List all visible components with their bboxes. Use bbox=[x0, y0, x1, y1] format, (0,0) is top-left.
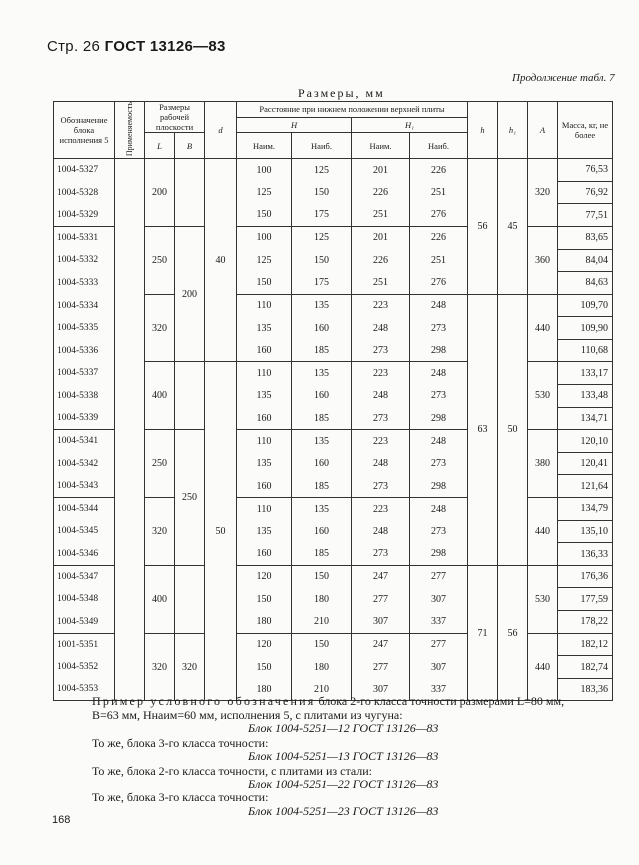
cell-mass: 133,17 bbox=[558, 362, 613, 385]
cell-h-min: 150 bbox=[237, 272, 292, 295]
cell-h1-min: 251 bbox=[352, 272, 410, 295]
cell-A: 530 bbox=[528, 565, 558, 633]
cell-d: 50 bbox=[205, 362, 237, 701]
page-header bbox=[47, 38, 226, 55]
cell-h-min: 100 bbox=[237, 226, 292, 249]
cell-B: 200 bbox=[175, 226, 205, 362]
cell-mass: 183,36 bbox=[558, 678, 613, 701]
cell-h-max: 185 bbox=[292, 407, 352, 430]
cell-h-min: 110 bbox=[237, 430, 292, 453]
designation-2: Блок 1004-5251—13 ГОСТ 13126—83 bbox=[248, 749, 439, 763]
cell-h-min: 135 bbox=[237, 317, 292, 340]
cell-mass: 84,04 bbox=[558, 249, 613, 272]
cell-h1-max: 248 bbox=[410, 498, 468, 521]
cell-L: 320 bbox=[145, 498, 175, 566]
cell-h-min: 150 bbox=[237, 588, 292, 611]
cell-h1-min: 226 bbox=[352, 249, 410, 272]
row-code: 1004-5335 bbox=[54, 317, 115, 340]
row-code: 1004-5334 bbox=[54, 294, 115, 317]
cell-mass: 120,10 bbox=[558, 430, 613, 453]
cell-h1-min: 251 bbox=[352, 204, 410, 227]
cell-h-max: 175 bbox=[292, 272, 352, 295]
cell-h1-min: 226 bbox=[352, 181, 410, 204]
cell-h-max: 150 bbox=[292, 633, 352, 656]
cell-h-min: 110 bbox=[237, 498, 292, 521]
cell-L: 400 bbox=[145, 362, 175, 430]
row-code: 1004-5347 bbox=[54, 565, 115, 588]
cell-h-min: 160 bbox=[237, 543, 292, 566]
row-code: 1004-5345 bbox=[54, 520, 115, 543]
cell-L: 320 bbox=[145, 633, 175, 701]
cell-h1-min: 248 bbox=[352, 452, 410, 475]
row-code: 1001-5351 bbox=[54, 633, 115, 656]
cell-A: 380 bbox=[528, 430, 558, 498]
example-line2: B=63 мм, Hнаим=60 мм, исполнения 5, с плитами из чугуна: bbox=[92, 708, 403, 722]
row-code: 1004-5352 bbox=[54, 656, 115, 679]
cell-h1-max: 251 bbox=[410, 249, 468, 272]
cell-h1-min: 273 bbox=[352, 339, 410, 362]
cell-mass: 136,33 bbox=[558, 543, 613, 566]
cell-h-max: 135 bbox=[292, 430, 352, 453]
cell-mass: 178,22 bbox=[558, 611, 613, 634]
cell-B bbox=[175, 159, 205, 227]
col-A: A bbox=[528, 102, 558, 159]
cell-h1-max: 273 bbox=[410, 520, 468, 543]
cell-h-max: 135 bbox=[292, 294, 352, 317]
cell-h-max: 150 bbox=[292, 249, 352, 272]
cell-L: 320 bbox=[145, 294, 175, 362]
cell-L: 250 bbox=[145, 430, 175, 498]
cell-h1-max: 298 bbox=[410, 475, 468, 498]
cell-h1-min: 307 bbox=[352, 611, 410, 634]
cell-A: 360 bbox=[528, 226, 558, 294]
cell-h-max: 160 bbox=[292, 385, 352, 408]
cell-h1-max: 226 bbox=[410, 159, 468, 182]
cell-h1-min: 223 bbox=[352, 498, 410, 521]
row-code: 1004-5343 bbox=[54, 475, 115, 498]
standard-title: ГОСТ 13126—83 bbox=[104, 38, 226, 55]
cell-mass: 134,79 bbox=[558, 498, 613, 521]
example-line4: То же, блока 2-го класса точности, с плитами из стали: bbox=[92, 764, 373, 778]
cell-h1-min: 277 bbox=[352, 588, 410, 611]
cell-mass: 77,51 bbox=[558, 204, 613, 227]
row-code: 1004-5331 bbox=[54, 226, 115, 249]
cell-h-min: 135 bbox=[237, 520, 292, 543]
applicability-cell bbox=[115, 159, 145, 701]
row-code: 1004-5327 bbox=[54, 159, 115, 182]
cell-h-max: 135 bbox=[292, 498, 352, 521]
row-code: 1004-5329 bbox=[54, 204, 115, 227]
cell-h-min: 125 bbox=[237, 181, 292, 204]
cell-h: 63 bbox=[468, 294, 498, 565]
cell-mass: 76,53 bbox=[558, 159, 613, 182]
cell-h-min: 110 bbox=[237, 294, 292, 317]
row-code: 1004-5346 bbox=[54, 543, 115, 566]
col-H1-min: Наим. bbox=[352, 133, 410, 159]
cell-h1-max: 251 bbox=[410, 181, 468, 204]
cell-h1-max: 337 bbox=[410, 678, 468, 701]
cell-A: 320 bbox=[528, 159, 558, 227]
col-mass: Масса, кг, не более bbox=[558, 102, 613, 159]
cell-h1-max: 298 bbox=[410, 407, 468, 430]
row-code: 1004-5342 bbox=[54, 452, 115, 475]
cell-h-min: 135 bbox=[237, 385, 292, 408]
col-designation: Обозначение блока исполнения 5 bbox=[54, 102, 115, 159]
cell-h-max: 160 bbox=[292, 520, 352, 543]
cell-mass: 182,12 bbox=[558, 633, 613, 656]
cell-h1-max: 337 bbox=[410, 611, 468, 634]
cell-h1-min: 247 bbox=[352, 633, 410, 656]
col-H-max: Наиб. bbox=[292, 133, 352, 159]
cell-B: 320 bbox=[175, 633, 205, 701]
cell-mass: 135,10 bbox=[558, 520, 613, 543]
cell-B: 250 bbox=[175, 430, 205, 566]
row-code: 1004-5339 bbox=[54, 407, 115, 430]
cell-h1-min: 273 bbox=[352, 407, 410, 430]
col-B: B bbox=[175, 133, 205, 159]
dimensions-table bbox=[53, 101, 613, 701]
cell-h-max: 150 bbox=[292, 181, 352, 204]
cell-h1-min: 307 bbox=[352, 678, 410, 701]
row-code: 1004-5353 bbox=[54, 678, 115, 701]
page-prefix: Стр. 26 bbox=[47, 38, 101, 55]
cell-mass: 120,41 bbox=[558, 452, 613, 475]
cell-h1-max: 307 bbox=[410, 588, 468, 611]
cell-h-min: 160 bbox=[237, 475, 292, 498]
cell-h1-min: 273 bbox=[352, 543, 410, 566]
cell-A: 530 bbox=[528, 362, 558, 430]
cell-mass: 133,48 bbox=[558, 385, 613, 408]
col-applicability: Применяемость bbox=[115, 102, 145, 159]
cell-L: 200 bbox=[145, 159, 175, 227]
col-d: d bbox=[205, 102, 237, 159]
table-row bbox=[54, 159, 613, 182]
designation-3: Блок 1004-5251—22 ГОСТ 13126—83 bbox=[248, 777, 439, 791]
example-intro bbox=[92, 694, 564, 709]
cell-h1-max: 273 bbox=[410, 452, 468, 475]
cell-h1-max: 248 bbox=[410, 430, 468, 453]
col-h1: h₁ bbox=[498, 102, 528, 159]
cell-h-max: 210 bbox=[292, 678, 352, 701]
col-L: L bbox=[145, 133, 175, 159]
cell-h-min: 120 bbox=[237, 565, 292, 588]
row-code: 1004-5338 bbox=[54, 385, 115, 408]
cell-h1: 56 bbox=[498, 565, 528, 701]
cell-h1-min: 223 bbox=[352, 362, 410, 385]
cell-mass: 176,36 bbox=[558, 565, 613, 588]
cell-mass: 109,90 bbox=[558, 317, 613, 340]
cell-h1-max: 226 bbox=[410, 226, 468, 249]
cell-mass: 83,65 bbox=[558, 226, 613, 249]
cell-h1-max: 276 bbox=[410, 204, 468, 227]
cell-h-max: 185 bbox=[292, 475, 352, 498]
cell-h1-max: 276 bbox=[410, 272, 468, 295]
cell-h1-min: 201 bbox=[352, 159, 410, 182]
cell-h1-max: 273 bbox=[410, 317, 468, 340]
cell-h1-max: 277 bbox=[410, 633, 468, 656]
cell-h1-max: 298 bbox=[410, 339, 468, 362]
cell-h-max: 160 bbox=[292, 452, 352, 475]
cell-h1-max: 307 bbox=[410, 656, 468, 679]
cell-h-min: 125 bbox=[237, 249, 292, 272]
cell-B bbox=[175, 362, 205, 430]
cell-h-min: 135 bbox=[237, 452, 292, 475]
cell-h1-max: 248 bbox=[410, 294, 468, 317]
cell-h-max: 180 bbox=[292, 588, 352, 611]
example-line3: То же, блока 3-го класса точности: bbox=[92, 736, 269, 750]
cell-h1-min: 273 bbox=[352, 475, 410, 498]
cell-B bbox=[175, 565, 205, 633]
cell-h-min: 100 bbox=[237, 159, 292, 182]
row-code: 1004-5349 bbox=[54, 611, 115, 634]
cell-h-min: 120 bbox=[237, 633, 292, 656]
cell-h1: 50 bbox=[498, 294, 528, 565]
cell-h-min: 180 bbox=[237, 611, 292, 634]
row-code: 1004-5336 bbox=[54, 339, 115, 362]
cell-h1-min: 247 bbox=[352, 565, 410, 588]
cell-A: 440 bbox=[528, 294, 558, 362]
col-work-surface: Размеры рабочей плоскости bbox=[145, 102, 205, 133]
col-H: H bbox=[237, 117, 352, 133]
cell-h-max: 150 bbox=[292, 565, 352, 588]
cell-h-min: 110 bbox=[237, 362, 292, 385]
cell-h1-min: 277 bbox=[352, 656, 410, 679]
cell-mass: 121,64 bbox=[558, 475, 613, 498]
example-spaced: Пример условного обозначения bbox=[92, 694, 316, 708]
cell-h1-min: 248 bbox=[352, 385, 410, 408]
col-H-min: Наим. bbox=[237, 133, 292, 159]
col-H1-max: Наиб. bbox=[410, 133, 468, 159]
cell-h-min: 160 bbox=[237, 407, 292, 430]
cell-h-max: 185 bbox=[292, 339, 352, 362]
cell-h-min: 180 bbox=[237, 678, 292, 701]
cell-h-max: 175 bbox=[292, 204, 352, 227]
cell-h1-max: 248 bbox=[410, 362, 468, 385]
row-code: 1004-5332 bbox=[54, 249, 115, 272]
cell-h-max: 135 bbox=[292, 362, 352, 385]
cell-mass: 134,71 bbox=[558, 407, 613, 430]
row-code: 1004-5348 bbox=[54, 588, 115, 611]
row-code: 1004-5337 bbox=[54, 362, 115, 385]
cell-h1-min: 248 bbox=[352, 520, 410, 543]
cell-h-max: 180 bbox=[292, 656, 352, 679]
col-H1: H₁ bbox=[352, 117, 468, 133]
designation-1: Блок 1004-5251—12 ГОСТ 13126—83 bbox=[248, 721, 439, 735]
cell-h1-min: 248 bbox=[352, 317, 410, 340]
row-code: 1004-5328 bbox=[54, 181, 115, 204]
cell-h-min: 160 bbox=[237, 339, 292, 362]
cell-h-max: 125 bbox=[292, 159, 352, 182]
row-code: 1004-5344 bbox=[54, 498, 115, 521]
cell-h1-min: 201 bbox=[352, 226, 410, 249]
cell-A: 440 bbox=[528, 633, 558, 701]
cell-h-min: 150 bbox=[237, 204, 292, 227]
cell-d: 40 bbox=[205, 159, 237, 362]
row-code: 1004-5341 bbox=[54, 430, 115, 453]
cell-mass: 110,68 bbox=[558, 339, 613, 362]
cell-mass: 109,70 bbox=[558, 294, 613, 317]
cell-h-max: 185 bbox=[292, 543, 352, 566]
cell-h1-min: 223 bbox=[352, 294, 410, 317]
cell-mass: 177,59 bbox=[558, 588, 613, 611]
cell-h1-max: 277 bbox=[410, 565, 468, 588]
row-code: 1004-5333 bbox=[54, 272, 115, 295]
col-h: h bbox=[468, 102, 498, 159]
cell-h-min: 150 bbox=[237, 656, 292, 679]
cell-h-max: 210 bbox=[292, 611, 352, 634]
designation-4: Блок 1004-5251—23 ГОСТ 13126—83 bbox=[248, 804, 439, 818]
cell-mass: 76,92 bbox=[558, 181, 613, 204]
dimensions-label: Размеры, мм bbox=[298, 86, 385, 100]
cell-h-max: 160 bbox=[292, 317, 352, 340]
cell-h: 56 bbox=[468, 159, 498, 295]
cell-mass: 182,74 bbox=[558, 656, 613, 679]
cell-L: 400 bbox=[145, 565, 175, 633]
continuation-note: Продолжение табл. 7 bbox=[512, 72, 615, 84]
cell-h-max: 125 bbox=[292, 226, 352, 249]
cell-mass: 84,63 bbox=[558, 272, 613, 295]
cell-h1-min: 223 bbox=[352, 430, 410, 453]
cell-h: 71 bbox=[468, 565, 498, 701]
cell-A: 440 bbox=[528, 498, 558, 566]
example-rest: блока 2-го класса точности размерами L=80 мм, bbox=[318, 694, 565, 708]
page-number: 168 bbox=[52, 814, 71, 826]
col-distance: Расстояние при нижнем положении верхней плиты bbox=[237, 102, 468, 118]
cell-h1-max: 273 bbox=[410, 385, 468, 408]
cell-h1: 45 bbox=[498, 159, 528, 295]
cell-h1-max: 298 bbox=[410, 543, 468, 566]
cell-L: 250 bbox=[145, 226, 175, 294]
example-line5: То же, блока 3-го класса точности: bbox=[92, 790, 269, 804]
